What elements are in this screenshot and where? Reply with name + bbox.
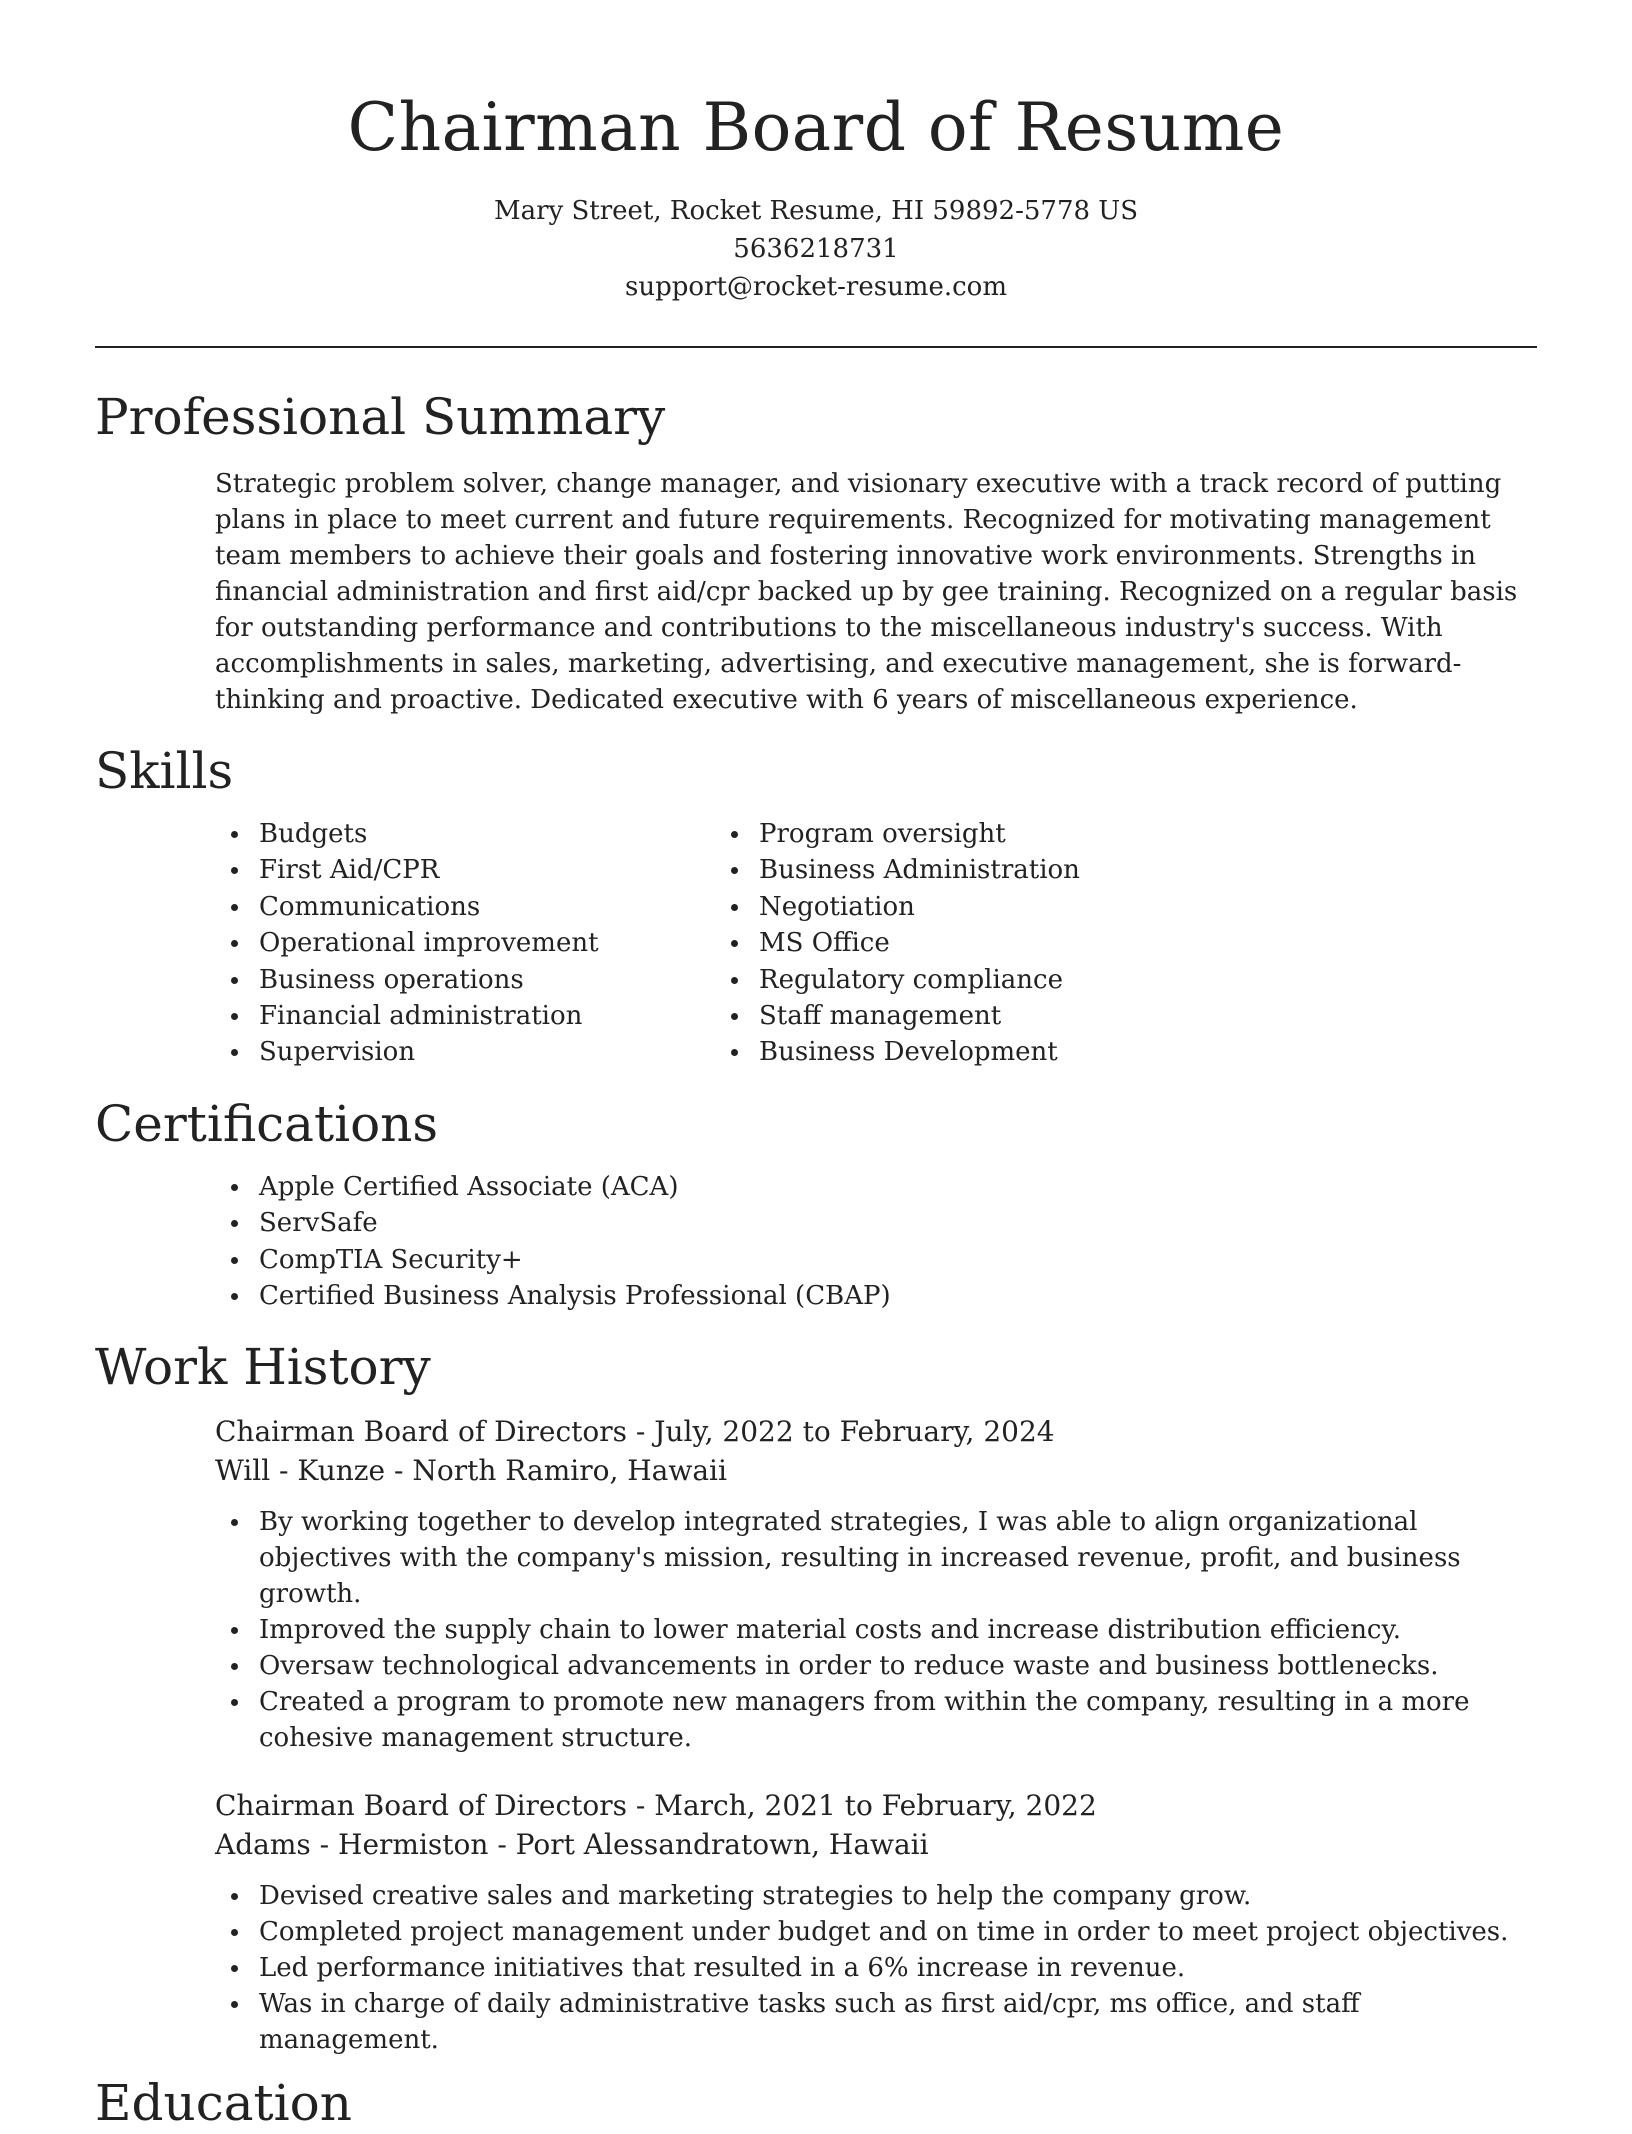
skills-heading: Skills bbox=[95, 742, 234, 800]
contact-phone: 5636218731 bbox=[733, 234, 899, 264]
header-divider bbox=[95, 346, 1537, 348]
job-company-line bbox=[215, 1825, 1537, 1864]
job-location: - Port Alessandratown, Hawaii bbox=[488, 1828, 929, 1862]
certification-item: Apple Certified Associate (ACA) bbox=[259, 1169, 1537, 1205]
skills-list-left bbox=[95, 816, 745, 1071]
certification-item: Certified Business Analysis Professional (CBAP) bbox=[259, 1278, 1537, 1314]
job-role: Chairman Board of Directors bbox=[215, 1415, 628, 1449]
job-bullet: Improved the supply chain to lower material costs and increase distribution efficiency. bbox=[259, 1612, 1537, 1648]
job-role: Chairman Board of Directors bbox=[215, 1789, 628, 1823]
resume-header bbox=[95, 0, 1537, 306]
skill-item: Business Development bbox=[759, 1034, 1080, 1070]
resume-title: Chairman Board of Resume bbox=[347, 89, 1285, 166]
certifications-list bbox=[95, 1169, 1537, 1315]
skill-item: Staff management bbox=[759, 998, 1080, 1034]
skill-item: Financial administration bbox=[259, 998, 745, 1034]
skill-item: Program oversight bbox=[759, 816, 1080, 852]
summary-heading: Professional Summary bbox=[95, 388, 666, 446]
contact-address: Mary Street, Rocket Resume, HI 59892-5778 US bbox=[493, 196, 1139, 226]
job-bullet-list bbox=[95, 1878, 1537, 2058]
work-history-heading: Work History bbox=[95, 1338, 431, 1397]
skill-item: MS Office bbox=[759, 925, 1080, 961]
job-title-line bbox=[215, 1786, 1537, 1825]
contact-email: support@rocket-resume.com bbox=[624, 272, 1007, 302]
skill-item: Supervision bbox=[259, 1034, 745, 1070]
job-entry bbox=[215, 1786, 1537, 1864]
certification-item: CompTIA Security+ bbox=[259, 1242, 1537, 1278]
skill-item: Business operations bbox=[259, 962, 745, 998]
skills-column-left bbox=[95, 816, 745, 1071]
skills-list-right bbox=[745, 816, 1080, 1071]
job-company: Will - Kunze bbox=[215, 1454, 386, 1488]
job-entry bbox=[215, 1412, 1537, 1490]
skills-column-right bbox=[745, 816, 1080, 1071]
job-bullet: Led performance initiatives that resulted in a 6% increase in revenue. bbox=[259, 1950, 1537, 1986]
job-bullet: Was in charge of daily administrative tasks such as first aid/cpr, ms office, and staff management. bbox=[259, 1986, 1537, 2058]
contact-block bbox=[95, 192, 1537, 306]
job-bullet: By working together to develop integrated strategies, I was able to align organizational objectives with the company's mission, resulting in increased revenue, profit, and business growth. bbox=[259, 1504, 1537, 1612]
certifications-heading: Certifications bbox=[95, 1094, 439, 1153]
skill-item: First Aid/CPR bbox=[259, 852, 745, 888]
skills-columns bbox=[95, 816, 1537, 1071]
job-bullet-list bbox=[95, 1504, 1537, 1756]
job-dates: - March, 2021 to February, 2022 bbox=[627, 1789, 1097, 1823]
skill-item: Operational improvement bbox=[259, 925, 745, 961]
job-company-line bbox=[215, 1451, 1537, 1490]
job-bullet: Devised creative sales and marketing strategies to help the company grow. bbox=[259, 1878, 1537, 1914]
skill-item: Regulatory compliance bbox=[759, 962, 1080, 998]
job-bullet: Oversaw technological advancements in order to reduce waste and business bottlenecks. bbox=[259, 1648, 1537, 1684]
job-location: - North Ramiro, Hawaii bbox=[385, 1454, 727, 1488]
skill-item: Communications bbox=[259, 889, 745, 925]
job-title-line bbox=[215, 1412, 1537, 1451]
education-heading: Education bbox=[95, 2074, 352, 2133]
job-dates: - July, 2022 to February, 2024 bbox=[627, 1415, 1055, 1449]
skill-item: Negotiation bbox=[759, 889, 1080, 925]
skill-item: Business Administration bbox=[759, 852, 1080, 888]
summary-text: Strategic problem solver, change manager, and visionary executive with a track record of putting plans in place to meet current and future requirements. Recognized for motivating management team members to achieve their goals and fostering innovative work environments. Strengths in financial administration and first aid/cpr backed up by gee training. Recognized on a regular basis for outstanding performance and contributions to the miscellaneous industry's success. With accomplishments in sales, marketing, advertising, and executive management, she is forward-thinking and proactive. Dedicated executive with 6 years of miscellaneous experience. bbox=[215, 469, 1518, 715]
resume-page bbox=[95, 0, 1537, 2134]
job-company: Adams - Hermiston bbox=[215, 1828, 489, 1862]
job-bullet: Completed project management under budget and on time in order to meet project objectives. bbox=[259, 1914, 1537, 1950]
job-bullet: Created a program to promote new managers from within the company, resulting in a more cohesive management structure. bbox=[259, 1684, 1537, 1756]
certification-item: ServSafe bbox=[259, 1205, 1537, 1241]
skill-item: Budgets bbox=[259, 816, 745, 852]
